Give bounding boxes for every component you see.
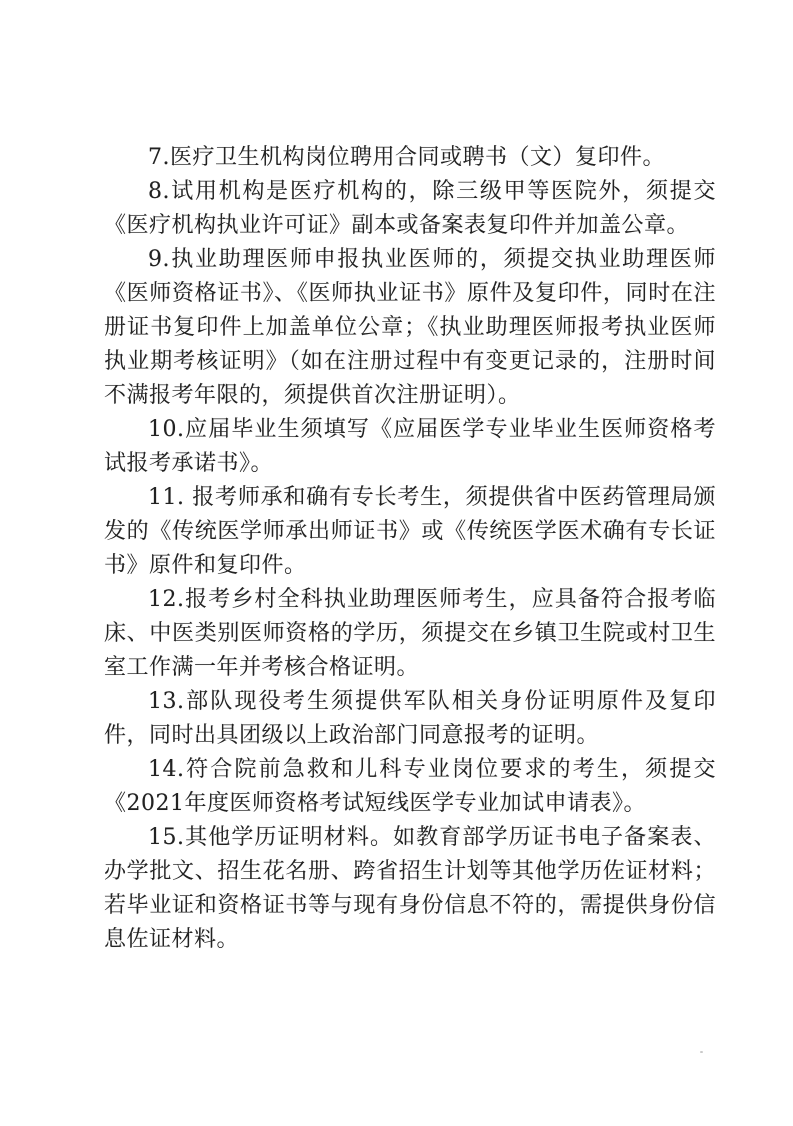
paragraph-item-10: 10.应届毕业生须填写《应届医学专业毕业生医师资格考试报考承诺书》。	[104, 417, 716, 476]
paragraph-item-12: 12.报考乡村全科执业助理医师考生，应具备符合报考临床、中医类别医师资格的学历，须提交在乡镇卫生院或村卫生室工作满一年并考核合格证明。	[104, 587, 716, 680]
notice-body	[104, 141, 716, 957]
scan-speck	[700, 1051, 703, 1053]
paragraph-item-8: 8.试用机构是医疗机构的，除三级甲等医院外，须提交《医疗机构执业许可证》副本或备案表复印件并加盖公章。	[104, 179, 716, 238]
paragraph-item-11: 11. 报考师承和确有专长考生，须提供省中医药管理局颁发的《传统医学师承出师证书》或《传统医学医术确有专长证书》原件和复印件。	[104, 485, 716, 578]
paragraph-item-13: 13.部队现役考生须提供军队相关身份证明原件及复印件，同时出具团级以上政治部门同意报考的证明。	[104, 689, 716, 748]
paragraph-item-14: 14.符合院前急救和儿科专业岗位要求的考生，须提交《2021年度医师资格考试短线医学专业加试申请表》。	[104, 757, 716, 816]
paragraph-item-7: 7.医疗卫生机构岗位聘用合同或聘书（文）复印件。	[148, 145, 665, 170]
paragraph-item-15: 15.其他学历证明材料。如教育部学历证书电子备案表、办学批文、招生花名册、跨省招生计划等其他学历佐证材料；若毕业证和资格证书等与现有身份信息不符的，需提供身份信息佐证材料。	[104, 825, 716, 952]
paragraph-item-9: 9.执业助理医师申报执业医师的，须提交执业助理医师《医师资格证书》、《医师执业证书》原件及复印件，同时在注册证书复印件上加盖单位公章；《执业助理医师报考执业医师执业期考核证明》（如在注册过程中有变更记录的，注册时间不满报考年限的，须提供首次注册证明）。	[104, 247, 716, 408]
